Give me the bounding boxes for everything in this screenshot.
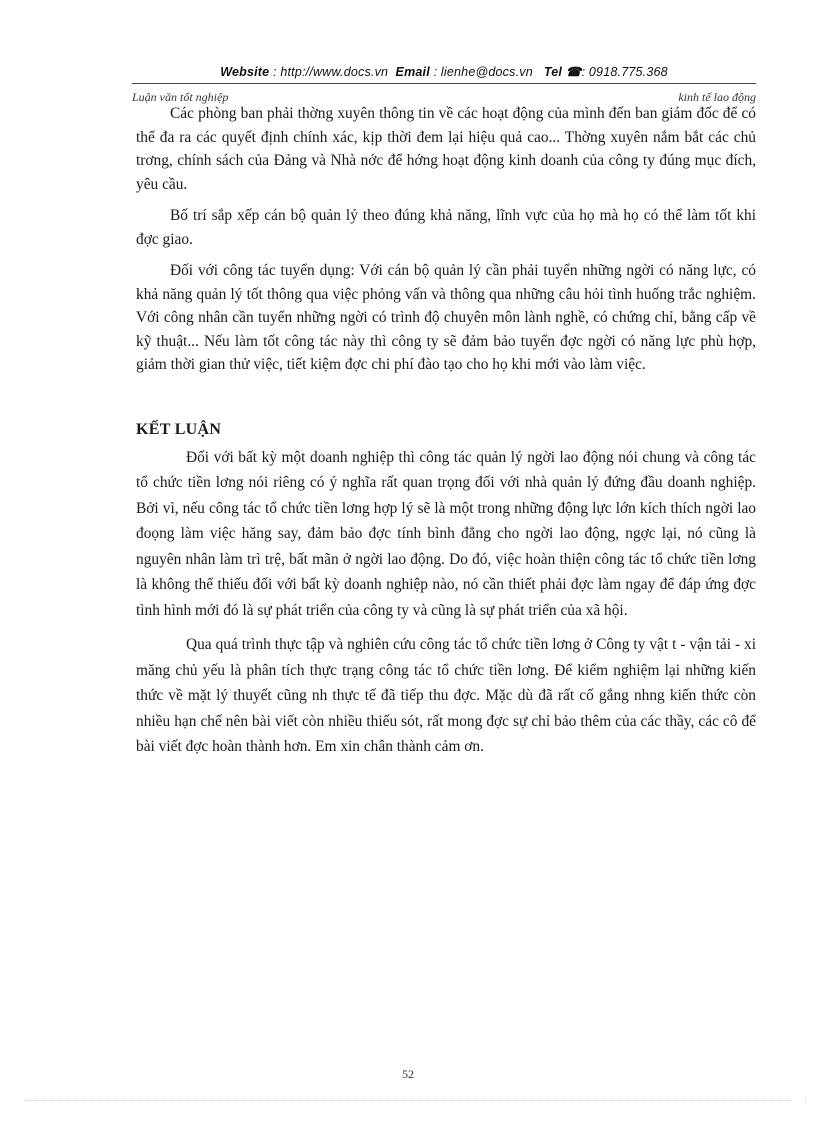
tel-label: Tel <box>543 65 563 79</box>
running-head-right: kinh tế lao động <box>678 90 756 104</box>
paragraph: Qua quá trình thực tập và nghiên cứu công tác tổ chức tiền lơng ở Công ty vật t - vận tải - xi măng chủ yếu là phân tích thực trạng công tác tổ chức tiền lơng. Để kiểm nghiệm lại những kiến thức về mặt lý thuyết cũng nh thực tế đã tiếp thu đợc. Mặc dù đã rất cố gắng nhng kiến thức còn nhiều hạn chế nên bài viết còn nhiều thiếu sót, rất mong đợc sự chỉ bảo thêm của các thầy, các cô để bài viết đợc hoàn thành hơn. Em xin chân thành cảm ơn. <box>136 636 756 755</box>
paragraph: Đối với bất kỳ một doanh nghiệp thì công tác quản lý ngời lao động nói chung và công tác tổ chức tiền lơng nói riêng có ý nghĩa rất quan trọng đối với nhà quản lý đứng đầu doanh nghiệp. Bởi vì, nếu công tác tổ chức tiền lơng hợp lý sẽ là một trong những động lực lớn kích thích ngời lao đoọng làm việc hăng say, đảm bảo đợc tính bình đẳng cho ngời lao động, ngợc lại, nó cũng là nguyên nhân làm trì trệ, bất mãn ở ngời lao động. Do đó, việc hoàn thiện công tác tổ chức tiền lơng là không thể thiếu đối với bất kỳ doanh nghiệp nào, nó cần thiết phải đợc làm ngay để đáp ứng đợc tình hình mới đó là sự phát triển của công ty và cũng là sự phát triển của xã hội. <box>136 448 756 619</box>
website-contact-bar <box>132 64 756 79</box>
header-divider <box>132 83 756 84</box>
website-url[interactable]: http://www.docs.vn <box>280 65 389 79</box>
page-bottom-divider <box>24 1100 792 1101</box>
corner-mark: : <box>804 1094 808 1104</box>
tel-number: : 0918.775.368 <box>581 65 668 79</box>
running-head-left: Luận văn tốt nghiệp <box>132 90 229 104</box>
page-number: 52 <box>402 1067 414 1081</box>
website-separator: : <box>269 65 281 79</box>
section-heading: KẾT LUẬN <box>136 420 222 438</box>
email-label: Email <box>395 65 430 79</box>
email-separator: : <box>429 65 441 79</box>
paragraph: Bố trí sắp xếp cán bộ quản lý theo đúng khả năng, lĩnh vực của họ mà họ có thể làm tốt khi đợc giao. <box>136 207 756 248</box>
paragraph: Các phòng ban phải thờng xuyên thông tin về các hoạt động của mình đến ban giám đốc để có thể đa ra các quyết định chính xác, kịp thời đem lại hiệu quả cao... Thờng xuyên nắm bắt các chủ trơng, chính sách của Đảng và Nhà nớc để hớng hoạt động kinh doanh của công ty đúng mục đích, yêu cầu. <box>136 105 756 193</box>
document-body <box>136 102 756 769</box>
paragraph: Đối với công tác tuyển dụng: Với cán bộ quản lý cần phải tuyển những ngời có năng lực, có khả năng quản lý tốt thông qua việc phỏng vấn và thông qua những câu hỏi tình huống trắc nghiệm. Với công nhân cần tuyển những ngời có trình độ chuyên môn lành nghề, có chứng chỉ, bằng cấp về kỹ thuật... Nếu làm tốt công tác này thì công ty sẽ đảm bảo tuyển đợc ngời có năng lực phù hợp, giảm thời gian thử việc, tiết kiệm đợc chi phí đào tạo cho họ khi mới vào làm việc. <box>136 262 756 373</box>
website-label: Website <box>220 65 270 79</box>
telephone-icon: ☎ <box>565 65 582 79</box>
email-address[interactable]: lienhe@docs.vn <box>440 65 533 79</box>
